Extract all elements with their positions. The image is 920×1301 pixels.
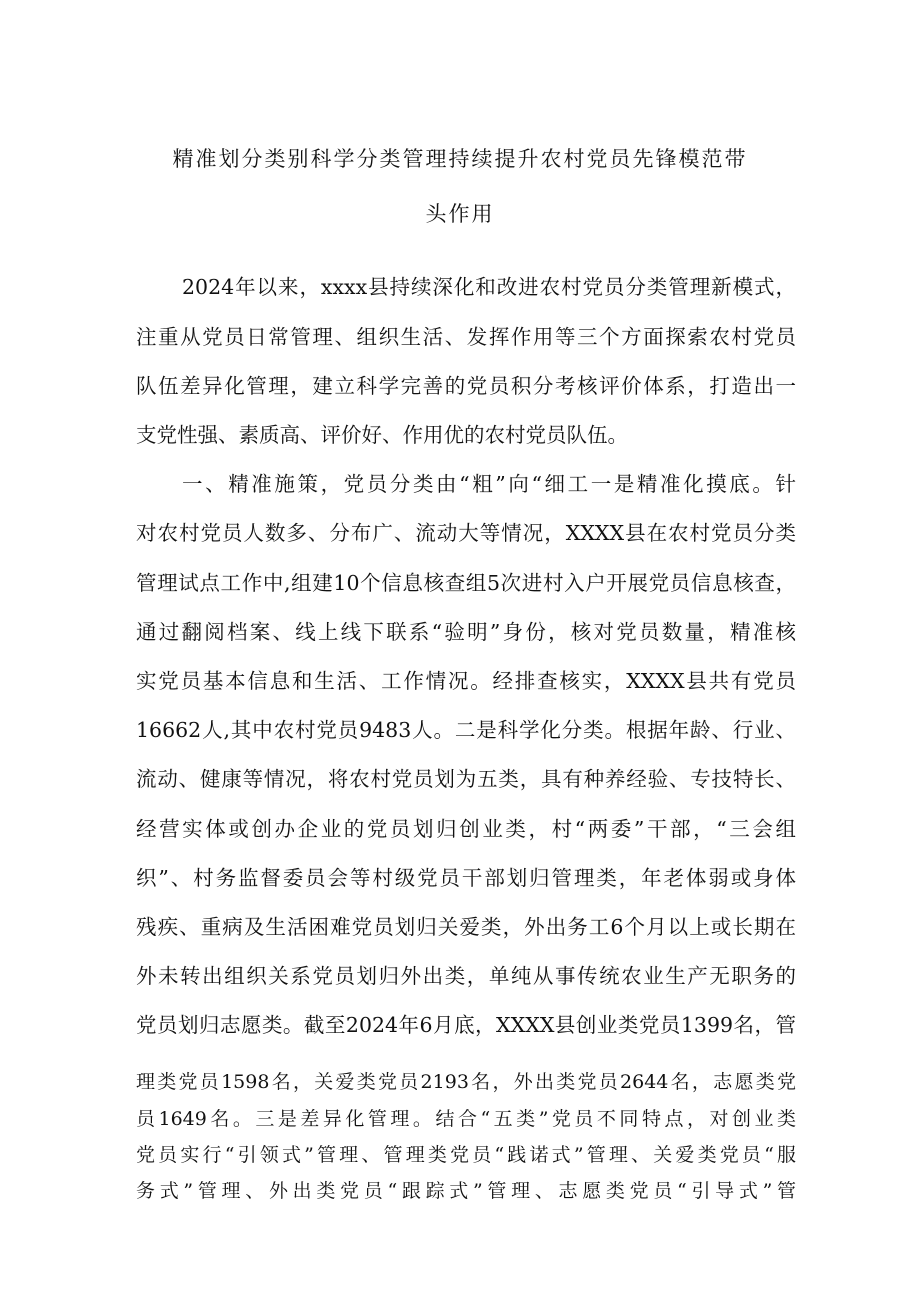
paragraph-3-line-2: 员1649名。三是差异化管理。结合“五类”党员不同特点，对创业类 <box>136 1108 796 1130</box>
paragraph-2-line-2: 对农村党员人数多、分布广、流动大等情况，XXXX县在农村党员分类 <box>136 521 796 545</box>
document-title-line-2: 头作用 <box>425 202 495 226</box>
paragraph-2-line-6: 16662人,其中农村党员9483人。二是科学化分类。根据年龄、行业、 <box>136 718 796 742</box>
paragraph-2-line-1: 一、精准施策，党员分类由“粗”向“细工一是精准化摸底。针 <box>182 472 796 496</box>
paragraph-2-line-5: 实党员基本信息和生活、工作情况。经排查核实，XXXX县共有党员 <box>136 669 796 693</box>
paragraph-1-line-4: 支党性强、素质高、评价好、作用优的农村党员队伍。 <box>136 423 628 447</box>
paragraph-2-line-10: 残疾、重病及生活困难党员划归关爱类，外出务工6个月以上或长期在 <box>136 915 796 939</box>
paragraph-2-line-4: 通过翻阅档案、线上线下联系“验明”身份，核对党员数量，精准核 <box>136 620 796 644</box>
paragraph-2-line-7: 流动、健康等情况，将农村党员划为五类，具有种养经验、专技特长、 <box>136 767 796 791</box>
paragraph-2-line-3: 管理试点工作中,组建10个信息核查组5次进村入户开展党员信息核查， <box>136 571 796 595</box>
paragraph-1-line-1: 2024年以来，xxxx县持续深化和改进农村党员分类管理新模式， <box>182 275 796 299</box>
paragraph-2-line-11: 外未转出组织关系党员划归外出类，单纯从事传统农业生产无职务的 <box>136 964 796 988</box>
paragraph-3-line-3: 党员实行“引领式”管理、管理类党员“践诺式”管理、关爱类党员“服 <box>136 1144 796 1166</box>
paragraph-1-line-2: 注重从党员日常管理、组织生活、发挥作用等三个方面探索农村党员 <box>136 325 796 349</box>
paragraph-1-line-3: 队伍差异化管理，建立科学完善的党员积分考核评价体系，打造出一 <box>136 374 796 398</box>
document-title-line-1: 精准划分类别科学分类管理持续提升农村党员先锋模范带 <box>172 147 748 171</box>
paragraph-2-line-8: 经营实体或创办企业的党员划归创业类，村“两委”干部，“三会组 <box>136 817 796 841</box>
paragraph-3-line-1: 理类党员1598名，关爱类党员2193名，外出类党员2644名，志愿类党 <box>136 1071 796 1093</box>
paragraph-2-line-12: 党员划归志愿类。截至2024年6月底，XXXX县创业类党员1399名，管 <box>136 1013 796 1037</box>
paragraph-2-line-9: 织”、村务监督委员会等村级党员干部划归管理类，年老体弱或身体 <box>136 866 796 890</box>
paragraph-3-line-4: 务式”管理、外出类党员“跟踪式”管理、志愿类党员“引导式”管 <box>136 1180 796 1202</box>
